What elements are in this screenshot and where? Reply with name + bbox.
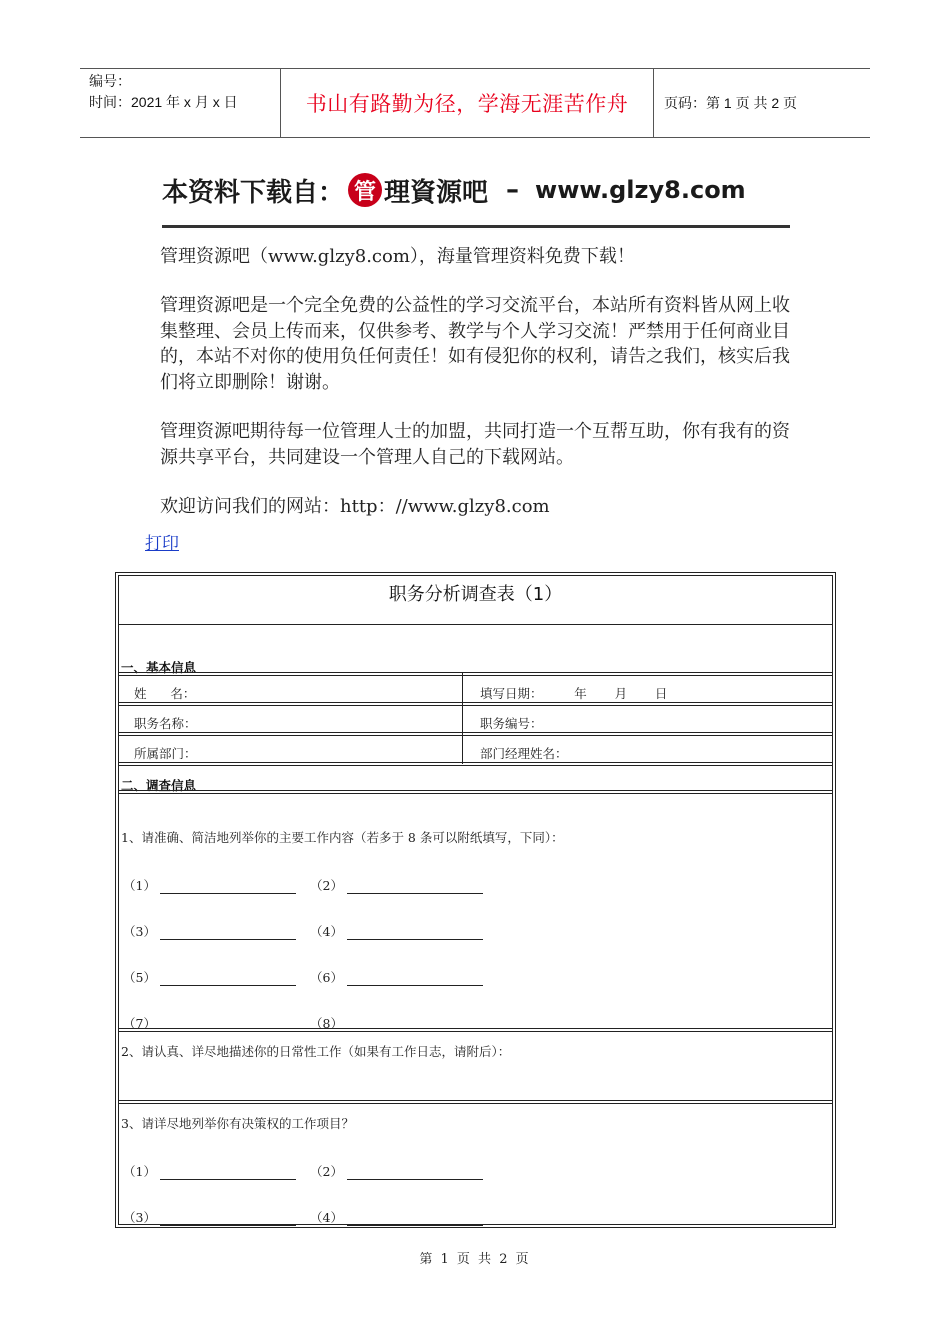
print-link[interactable]: 打印 — [145, 534, 179, 554]
answer-number: （5） — [123, 970, 156, 985]
answer-blank[interactable] — [310, 876, 483, 894]
question-2: 2、请认真、详尽地描述你的日常性工作（如果有工作日志，请附后）： — [121, 1044, 511, 1059]
job-code-label: 职务编号： — [480, 716, 543, 731]
banner-url: www.glzy8.com — [535, 176, 746, 204]
section-basic-info: 一、基本信息 — [121, 660, 197, 675]
answer-line — [347, 1213, 483, 1226]
job-analysis-form — [115, 572, 836, 1228]
answer-number: （1） — [123, 878, 156, 893]
answer-blank[interactable] — [123, 876, 296, 894]
intro-line4 — [160, 494, 800, 520]
intro-line4-text: 欢迎访问我们的网站：http：//www.glzy8.com — [160, 496, 550, 517]
answer-line — [160, 1167, 296, 1180]
answer-blank[interactable] — [123, 922, 296, 940]
divider — [119, 702, 832, 706]
answer-line — [160, 973, 296, 986]
banner-dash: – — [506, 175, 520, 205]
answer-number: （1） — [123, 1164, 156, 1179]
question-3: 3、请详尽地列举你有决策权的工作项目？ — [121, 1116, 354, 1131]
answer-number: （2） — [310, 1164, 343, 1179]
answer-blank[interactable] — [310, 1208, 483, 1226]
intro-paragraph2 — [160, 293, 800, 395]
download-banner — [162, 168, 792, 212]
divider — [119, 624, 832, 625]
answer-number: （6） — [310, 970, 343, 985]
form-inner-border — [118, 575, 833, 1225]
answer-blank[interactable] — [310, 1162, 483, 1180]
form-title: 职务分析调查表（1） — [388, 584, 563, 605]
answer-number: （7） — [123, 1016, 156, 1031]
answer-line — [160, 881, 296, 894]
answer-blank[interactable] — [310, 922, 483, 940]
site-logo-icon: 管 — [348, 173, 382, 207]
name-label: 姓 名： — [134, 686, 196, 701]
answer-number: （2） — [310, 878, 343, 893]
manager-label: 部门经理姓名： — [480, 746, 568, 761]
banner-prefix: 本资料下载自： — [162, 177, 345, 208]
page-footer: 第 1 页 共 2 页 — [419, 1252, 531, 1267]
header-page-info: 页码：第 1 页 共 2 页 — [664, 95, 798, 111]
answer-number: （4） — [310, 924, 343, 939]
question-1: 1、请准确、简洁地列举你的主要工作内容（若多于 8 条可以附纸填写，下同）： — [121, 830, 564, 845]
divider — [119, 1028, 832, 1032]
intro-paragraph3 — [160, 419, 800, 470]
banner-site-name: 理資源吧 — [384, 177, 489, 208]
column-divider — [462, 672, 463, 764]
job-title-label: 职务名称： — [134, 716, 197, 731]
date-label: 时间：2021 年 x 月 x 日 — [89, 94, 238, 110]
divider — [119, 732, 832, 736]
answer-number: （3） — [123, 1210, 156, 1225]
answer-line — [347, 1167, 483, 1180]
answer-number: （3） — [123, 924, 156, 939]
department-label: 所属部门： — [134, 746, 197, 761]
answer-line — [347, 881, 483, 894]
fill-date-label: 填写日期： 年 月 日 — [480, 686, 668, 701]
divider — [119, 762, 832, 766]
divider — [119, 672, 832, 676]
answer-number: （4） — [310, 1210, 343, 1225]
intro-line1-text: 管理资源吧（www.glzy8.com），海量管理资料免费下载！ — [160, 246, 635, 267]
intro-paragraph2-text: 管理资源吧是一个完全免费的公益性的学习交流平台，本站所有资料皆从网上收集整理、会员上传而来，仅供参考、教学与个人学习交流！严禁用于任何商业目的，本站不对你的使用负任何责任！如有侵犯你的权利，请告之我们，核实后我们将立即删除！谢谢。 — [160, 295, 790, 393]
header-motto: 书山有路勤为径，学海无涯苦作舟 — [281, 69, 654, 137]
answer-line — [160, 927, 296, 940]
document-header — [80, 68, 870, 138]
section-survey-info: 二、调查信息 — [121, 778, 197, 793]
serial-label: 编号： — [89, 73, 131, 89]
divider — [119, 1100, 832, 1104]
divider — [119, 790, 832, 794]
intro-paragraph3-text: 管理资源吧期待每一位管理人士的加盟，共同打造一个互帮互助，你有我有的资源共享平台，共同建设一个管理人自己的下载网站。 — [160, 421, 790, 468]
answer-line — [347, 927, 483, 940]
answer-blank[interactable] — [123, 1162, 296, 1180]
answer-blank[interactable] — [123, 968, 296, 986]
answer-line — [347, 973, 483, 986]
answer-blank[interactable] — [310, 968, 483, 986]
header-meta — [80, 69, 281, 137]
answer-line — [160, 1213, 296, 1226]
banner-divider — [162, 225, 790, 228]
answer-blank[interactable] — [123, 1208, 296, 1226]
answer-number: （8） — [310, 1016, 343, 1031]
intro-line1 — [160, 244, 800, 270]
